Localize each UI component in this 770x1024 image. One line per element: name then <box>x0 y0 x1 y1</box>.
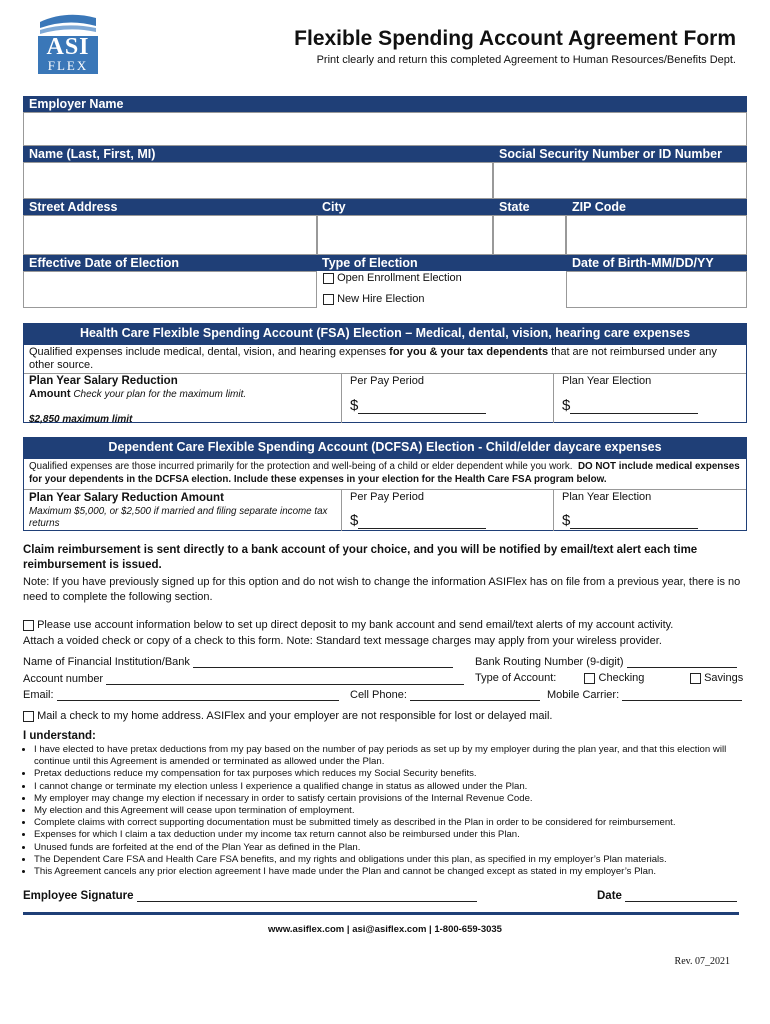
account-type-row <box>475 672 644 684</box>
fsa-desc-end: that are not reimbursed under any other source. <box>29 346 717 371</box>
open-enrollment-checkbox[interactable] <box>323 273 334 284</box>
cell-phone-label: Cell Phone: <box>350 689 407 701</box>
employer-name-label: Employer Name <box>29 97 124 111</box>
savings-label: Savings <box>704 672 744 684</box>
date-row <box>597 889 737 902</box>
signature-row <box>23 889 477 902</box>
ssn-label: Social Security Number or ID Number <box>499 147 722 161</box>
signature-label: Employee Signature <box>23 890 134 902</box>
carrier-label: Mobile Carrier: <box>547 689 620 701</box>
zip-label: ZIP Code <box>572 200 626 214</box>
name-label: Name (Last, First, MI) <box>29 147 156 161</box>
city-field[interactable] <box>317 215 493 255</box>
open-enrollment-label: Open Enrollment Election <box>337 272 462 284</box>
dcfsa-amount-note: Maximum $5,000, or $2,500 if married and filing separate income tax returns <box>29 506 328 529</box>
bank-name-label: Name of Financial Institution/Bank <box>23 656 190 668</box>
account-number-field[interactable] <box>106 672 464 685</box>
dcfsa-per-pay-dollar: $ <box>350 512 359 529</box>
ssn-field[interactable] <box>493 162 747 199</box>
mail-check-label: Mail a check to my home address. ASIFlex and your employer are not responsible for lost or delayed mail. <box>37 710 553 722</box>
carrier-row <box>547 688 742 701</box>
routing-label: Bank Routing Number (9-digit) <box>475 656 624 668</box>
carrier-field[interactable] <box>622 688 742 701</box>
attach-check-text: Attach a voided check or copy of a check to this form. Note: Standard text message charges may apply from your wireless provider. <box>23 635 662 647</box>
dcfsa-desc-bold: DO NOT include medical expenses for your dependents in the DCFSA election. Include these expenses in your election for the Health Care FSA program below. <box>29 461 740 485</box>
fsa-amount-note <box>29 388 249 401</box>
direct-deposit-checkbox[interactable] <box>23 620 34 631</box>
bank-name-field[interactable] <box>193 655 453 668</box>
fsa-plan-year-dollar: $ <box>562 397 571 414</box>
savings-checkbox[interactable] <box>690 673 701 684</box>
checking-label: Checking <box>598 672 645 684</box>
cell-phone-field[interactable] <box>410 688 540 701</box>
dcfsa-header-text: Dependent Care Flexible Spending Account (DCFSA) Election - Child/elder daycare expenses <box>108 440 662 454</box>
mail-check-checkbox[interactable] <box>23 711 34 722</box>
mail-check-row <box>23 710 747 722</box>
understand-item: • My employer may change my election if necessary in order to satisfy certain provisions of the Internal Revenue Code. <box>34 793 748 805</box>
city-label: City <box>322 200 346 214</box>
dcfsa-desc-start: Qualified expenses are those incurred primarily for the protection and well-being of a child or elder dependent while you work. <box>29 461 573 472</box>
effective-date-label: Effective Date of Election <box>29 256 180 270</box>
fsa-description <box>29 346 739 372</box>
fsa-desc-start: Qualified expenses include medical, dental, vision, and hearing expenses <box>29 346 390 358</box>
state-field[interactable] <box>493 215 566 255</box>
type-of-election-label: Type of Election <box>322 256 418 270</box>
type-of-election-area <box>317 271 566 308</box>
election-header <box>23 255 747 271</box>
direct-deposit-label: Please use account information below to set up direct deposit to my bank account and send email/text alerts of my account activity. <box>37 619 674 631</box>
routing-field[interactable] <box>627 655 737 668</box>
dob-field[interactable] <box>566 271 747 308</box>
employer-name-header <box>23 96 747 112</box>
claim-reimbursement-text: Claim reimbursement is sent directly to a bank account of your choice, and you will be notified by email/text alert each time reimbursement is issued. <box>23 544 698 571</box>
dcfsa-plan-year-field[interactable] <box>562 512 698 529</box>
account-number-label: Account number <box>23 673 104 685</box>
claim-note: Note: If you have previously signed up for this option and do not wish to change the information ASIFlex has on file from a previous year, there is no need to complete the following section. <box>23 576 741 603</box>
fsa-amount-max: $2,850 maximum limit <box>29 414 133 425</box>
signature-field[interactable] <box>137 889 477 902</box>
understand-item: • Pretax deductions reduce my compensation for tax purposes which reduces my Social Security benefits. <box>34 768 748 780</box>
fsa-header-text: Health Care Flexible Spending Account (FSA) Election – Medical, dental, vision, hearing care expenses <box>79 326 691 340</box>
date-field[interactable] <box>625 889 737 902</box>
state-label: State <box>499 200 530 214</box>
dcfsa-per-pay-label: Per Pay Period <box>350 491 424 503</box>
fsa-header <box>23 323 747 344</box>
fsa-amount-note-text: Check your plan for the maximum limit. <box>73 389 247 400</box>
cell-phone-row <box>350 688 540 701</box>
dcfsa-amount-title: Plan Year Salary Reduction Amount <box>29 492 224 504</box>
understand-list <box>16 744 748 878</box>
understand-item: • I have elected to have pretax deductions from my pay based on the number of pay periods as set up by my employer during the plan year, and that this election will continue until this Agreement is amended or terminated as allowed under the Plan. <box>34 744 748 768</box>
logo-text-asi: ASI <box>46 34 90 60</box>
employer-name-field[interactable] <box>23 112 747 146</box>
email-field[interactable] <box>57 688 339 701</box>
name-header <box>23 146 747 162</box>
understand-item: • This Agreement cancels any prior election agreement I have made under the Plan and cannot be changed except as stated in my employer’s Plan. <box>34 866 748 878</box>
understand-item: • Expenses for which I claim a tax deduction under my income tax return cannot also be reimbursed under this Plan. <box>34 829 748 841</box>
bank-name-row <box>23 655 453 668</box>
understand-item: • The Dependent Care FSA and Health Care FSA benefits, and my rights and obligations under this plan, as specified in my employer’s Plan materials. <box>34 854 748 866</box>
dcfsa-description <box>29 461 743 486</box>
page-title: Flexible Spending Account Agreement Form <box>294 27 736 50</box>
account-type-label: Type of Account: <box>475 672 557 684</box>
fsa-per-pay-label: Per Pay Period <box>350 375 424 387</box>
asiflex-logo <box>36 12 100 76</box>
dcfsa-plan-year-dollar: $ <box>562 512 571 529</box>
street-label: Street Address <box>29 200 118 214</box>
fsa-box <box>23 344 747 423</box>
fsa-plan-year-label: Plan Year Election <box>562 375 652 387</box>
fsa-desc-bold: for you & your tax dependents <box>389 346 549 358</box>
understand-title: I understand: <box>23 730 96 742</box>
understand-item: • Unused funds are forfeited at the end of the Plan Year as defined in the Plan. <box>34 842 748 854</box>
new-hire-checkbox[interactable] <box>323 294 334 305</box>
date-label: Date <box>597 890 622 902</box>
fsa-amount-title: Plan Year Salary Reduction <box>29 375 178 387</box>
street-field[interactable] <box>23 215 317 255</box>
direct-deposit-row <box>23 619 747 631</box>
revision-label: Rev. 07_2021 <box>674 956 730 967</box>
dcfsa-header <box>23 437 747 458</box>
dcfsa-plan-year-label: Plan Year Election <box>562 491 652 503</box>
understand-item: • I cannot change or terminate my election unless I experience a qualified change in status as allowed under the Plan. <box>34 781 748 793</box>
dcfsa-per-pay-field[interactable] <box>350 512 486 529</box>
understand-item: • Complete claims with correct supporting documentation must be submitted timely as described in the Plan in order to be considered for reimbursement. <box>34 817 748 829</box>
address-header <box>23 199 747 215</box>
dob-label: Date of Birth-MM/DD/YY <box>572 256 714 270</box>
account-number-row <box>23 672 464 685</box>
zip-field[interactable] <box>566 215 747 255</box>
fsa-per-pay-field[interactable] <box>350 397 486 414</box>
effective-date-field[interactable] <box>23 271 317 308</box>
name-field[interactable] <box>23 162 493 199</box>
fsa-plan-year-field[interactable] <box>562 397 698 414</box>
email-label: Email: <box>23 689 54 701</box>
page-subtitle: Print clearly and return this completed Agreement to Human Resources/Benefits Dept. <box>316 54 736 66</box>
email-row <box>23 688 339 701</box>
checking-checkbox[interactable] <box>584 673 595 684</box>
routing-row <box>475 655 737 668</box>
new-hire-label: New Hire Election <box>337 293 425 305</box>
footer-divider <box>23 912 739 915</box>
dcfsa-box <box>23 458 747 531</box>
footer-contact: www.asiflex.com | asi@asiflex.com | 1-800-659-3035 <box>268 924 502 935</box>
savings-option <box>690 672 743 684</box>
fsa-amount-word: Amount <box>29 388 71 400</box>
fsa-per-pay-dollar: $ <box>350 397 359 414</box>
logo-text-flex: FLEX <box>47 58 89 73</box>
understand-item: • My election and this Agreement will cease upon termination of employment. <box>34 805 748 817</box>
